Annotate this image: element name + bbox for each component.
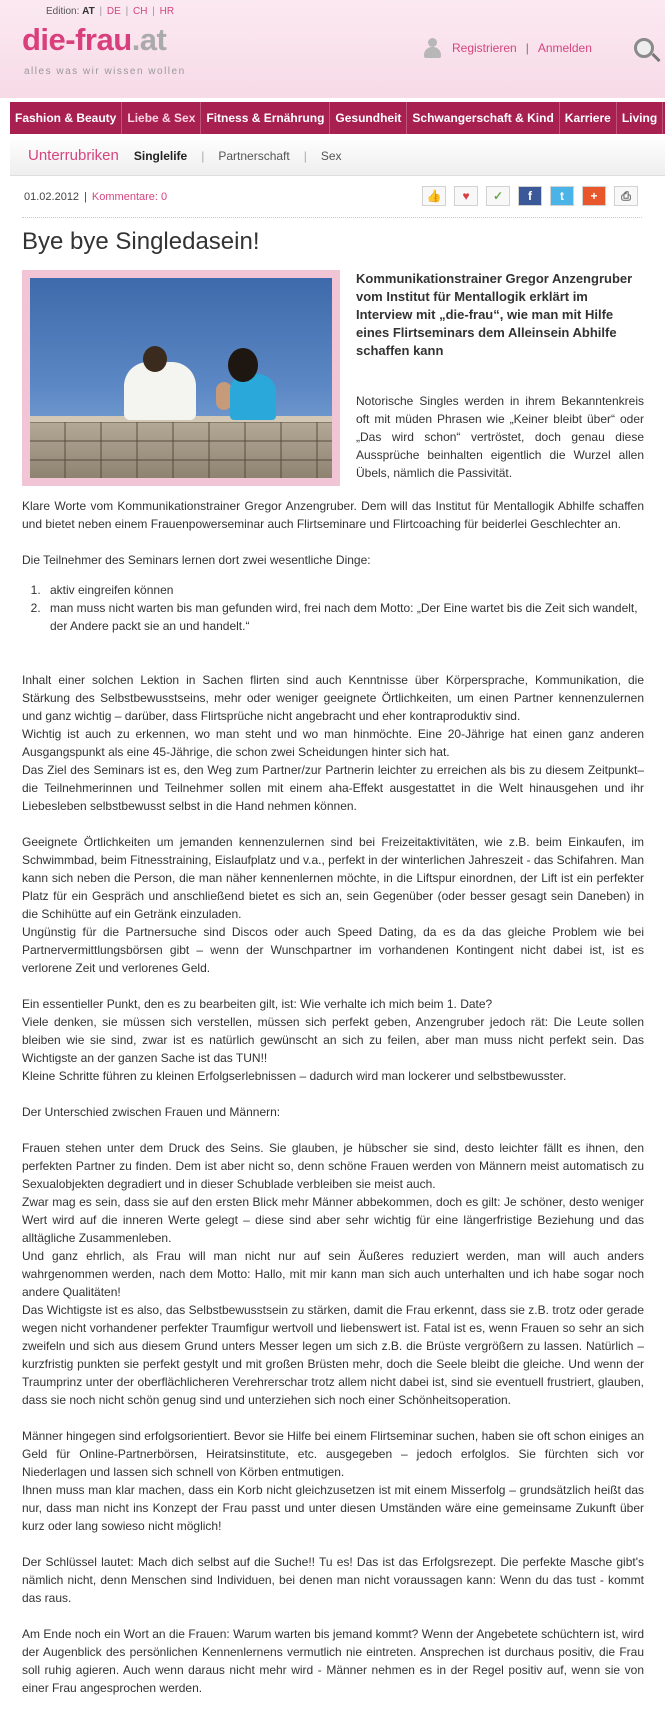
nav-item-karriere[interactable]: Karriere	[560, 102, 617, 134]
list-item: 1. aktiv eingreifen können	[44, 581, 644, 599]
article-intro: Notorische Singles werden in ihrem Bekanntenkreis oft mit müden Phrasen wie „Keiner bleibt über“ oder „Das wird schon“ vertröstet, doch genau diese Aussprüche beinhalten eigentlich die Wurzel allen Übels, nämlich die Passivität.	[356, 394, 644, 480]
article-lead: Kommunikationstrainer Gregor Anzengruber vom Institut für Mentallogik erklärt im Interview mit „die-frau“, wie man mit Hilfe eines Flirtseminars dem Alleinsein Abhilfe schaffen kann	[356, 271, 633, 358]
article-image	[30, 278, 332, 478]
user-links-separator: |	[525, 41, 529, 55]
logo-tld: .at	[131, 22, 167, 57]
facebook-icon[interactable]: f	[518, 186, 542, 206]
edition-link-de[interactable]: DE	[106, 6, 121, 17]
paragraph: Das Ziel des Seminars ist es, den Weg zum Partner/zur Partnerin leichter zu erreichen als bis zu diesem Zeitpunkt– die Teilnehmerinnen und Teilnehmer sollen mit einem aha-Effekt ausgestattet in die Welt hinausgehen und ihr Liebesleben selbstbewusst selbst in die Hand nehmen können.	[22, 763, 644, 813]
thumbs-up-icon[interactable]: 👍	[422, 186, 446, 206]
user-links	[424, 38, 592, 58]
comments-link[interactable]: Kommentare: 0	[91, 191, 168, 203]
nav-item-liebe-sex[interactable]: Liebe & Sex	[122, 102, 201, 134]
nav-item-fitness-ernaehrung[interactable]: Fitness & Ernährung	[201, 102, 330, 134]
site-tagline: alles was wir wissen wollen	[24, 66, 186, 77]
login-link[interactable]: Anmelden	[537, 41, 592, 55]
meta-separator: |	[84, 191, 87, 203]
numbered-list	[44, 581, 644, 635]
paragraph: Ungünstig für die Partnersuche sind Discos oder auch Speed Dating, da es da das gleiche Problem wie bei Partnervermittlungsbörsen gibt – wenn der Wunschpartner im vorhandenen Kontingent nicht dabei ist, ist es verlorene Zeit und verlorenes Geld.	[22, 925, 644, 975]
paragraph: Frauen stehen unter dem Druck des Seins. Sie glauben, je hübscher sie sind, desto leichter fällt es ihnen, den perfekten Partner zu finden. Dem ist aber nicht so, denn schöne Frauen werden von Männern meist automatisch zu Sexualobjekten degradiert und in dieser Schublade verbleiben sie meist auch.	[22, 1141, 644, 1191]
paragraph: Ihnen muss man klar machen, dass ein Korb nicht gleichzusetzen ist mit einem Misserfolg – grundsätzlich heißt das nur, dass man nicht ins Konzept der Frau passt und unter diesen Umständen wäre eine gemeinsame Zukunft über kurz oder lang sowieso nicht möglich!	[22, 1483, 644, 1533]
print-icon[interactable]: ⎙	[614, 186, 638, 206]
nav-item-schwangerschaft-kind[interactable]: Schwangerschaft & Kind	[407, 102, 559, 134]
paragraph: Viele denken, sie müssen sich verstellen, müssen sich perfekt geben, Anzengruber jedoch rät: Die Leute sollen bleiben wie sie sind, zwar ist es natürlich gewünscht an sich zu feilen, aber man muss nicht perfekt sein. Das Wichtigste an der ganzen Sache ist das TUN!!	[22, 1015, 644, 1065]
subnav-item-singlelife[interactable]: Singlelife	[133, 148, 188, 163]
user-icon	[424, 38, 440, 58]
subnav-item-partnerschaft[interactable]: Partnerschaft	[218, 148, 290, 163]
paragraph: Klare Worte vom Kommunikationstrainer Gregor Anzengruber. Dem will das Institut für Mentallogik Abhilfe schaffen und bietet neben einem Frauenpowerseminar auch Flirtseminare und Flirtcoaching für beiderlei Geschlechter an.	[22, 499, 644, 531]
article-date: 01.02.2012	[24, 191, 80, 203]
sub-nav: Unterrubriken Singlelife | Partnerschaft | Sex	[10, 136, 665, 176]
article-meta	[24, 191, 167, 203]
edition-link-hr[interactable]: HR	[159, 6, 175, 17]
paragraph: Die Teilnehmer des Seminars lernen dort zwei wesentliche Dinge:	[22, 553, 371, 567]
article-title: Bye bye Singledasein!	[22, 228, 260, 255]
paragraph: Männer hingegen sind erfolgsorientiert. Bevor sie Hilfe bei einem Flirtseminar suchen, haben sie oft schon einiges an Geld für Online-Partnerbörsen, Heiratsinstitute, etc. ausgegeben – jedoch erfolglos. Sie fürchten sich vor Niederlagen und lassen sich schnell von Körben entmutigen.	[22, 1429, 644, 1479]
logo-name: die-frau	[22, 22, 132, 57]
paragraph: Der Unterschied zwischen Frauen und Männern:	[22, 1105, 281, 1119]
subnav-item-sex[interactable]: Sex	[320, 148, 342, 163]
nav-item-gesundheit[interactable]: Gesundheit	[330, 102, 407, 134]
divider	[22, 217, 642, 218]
paragraph: Der Schlüssel lautet: Mach dich selbst auf die Suche!! Tu es! Das ist das Erfolgsrezept. Die perfekte Masche gibt's nämlich nicht, denn Menschen sind Individuen, bei denen man nicht voraussagen kann: Wenn du das tust - kommt das raus.	[22, 1555, 644, 1605]
article-image-frame	[22, 270, 340, 486]
nav-item-living[interactable]: Living	[617, 102, 663, 134]
paragraph: Und ganz ehrlich, als Frau will man nicht nur auf sein Äußeres reduziert werden, man will auch anders wahrgenommen werden, nach dem Motto: Hallo, mit mir kann man sich auch unterhalten und ich habe sogar noch andere Qualitäten!	[22, 1249, 644, 1299]
nav-item-fashion-beauty[interactable]: Fashion & Beauty	[10, 102, 122, 134]
heart-icon[interactable]: ♥	[454, 186, 478, 206]
paragraph: Inhalt einer solchen Lektion in Sachen flirten sind auch Kenntnisse über Körpersprache, Kommunikation, die Stärkung des Selbstbewusstseins, mehr oder weniger geeignete Örtlichkeiten, um einen Partner kennenzulernen und ganz wichtig – darüber, dass Flirtsprüche nicht angebracht und eher kontraproduktiv sind.	[22, 673, 644, 723]
search-icon[interactable]	[634, 38, 654, 58]
edition-label: Edition:	[46, 6, 80, 17]
list-item: 2. man muss nicht warten bis man gefunden wird, frei nach dem Motto: „Der Eine wartet bis die Zeit sich wandelt, der Andere packt sie an und handelt.“	[44, 599, 644, 635]
subnav-title: Unterrubriken	[28, 147, 119, 164]
edition-current: AT	[82, 6, 95, 17]
paragraph: Das Wichtigste ist es also, das Selbstbewusstsein zu stärken, damit die Frau erkennt, dass sie z.B. trotz oder gerade wegen nicht vorhandener perfekter Traumfigur wertvoll und liebenswert ist. Fatal ist es, wenn Frauen so sehr an sich zweifeln und sich aus diesem Grund unters Messer legen um sich z.B. die Brüste vergrößern zu lassen. Natürlich – kurzfristig punkten sie perfekt gestylt und mit großen Brüsten mehr, doch die Seele bleibt die gleiche. Und wenn der Traumprinz unter der oberflächlicheren Verehrerschar trotz allem nicht dabei ist, sind sie eventuell frustriert, glauben, dass sie noch nicht schön genug sind und unterziehen sich noch einer Schönheitsoperation.	[22, 1303, 644, 1407]
paragraph: Geeignete Örtlichkeiten um jemanden kennenzulernen sind bei Freizeitaktivitäten, wie z.B. beim Einkaufen, im Schwimmbad, beim Fitnesstraining, Eislaufplatz und v.a., perfekt in der winterlichen Jahreszeit - das Schifahren. Man kann sich neben die Person, die man näher kennenlernen möchte, in die Liftspur einordnen, der Lift ist ein perfekter Platz für ein Gespräch und anschließend bietet es sich an, sein Gegenüber (oder besser gesagt sein Daneben) in die Schihütte auf ein Getränk einzuladen.	[22, 835, 644, 921]
paragraph: Kleine Schritte führen zu kleinen Erfolgserlebnissen – dadurch wird man lockerer und selbstbewusster.	[22, 1069, 567, 1083]
register-link[interactable]: Registrieren	[452, 41, 517, 55]
site-logo[interactable]	[22, 22, 166, 58]
paragraph: Ein essentieller Punkt, den es zu bearbeiten gilt, ist: Wie verhalte ich mich beim 1. Date?	[22, 997, 493, 1011]
paragraph: Zwar mag es sein, dass sie auf den ersten Blick mehr Männer abbekommen, doch es gilt: Je schöner, desto weniger Wert wird auf die inneren Werte gelegt – diese sind aber sehr wichtig für eine längerfristige Beziehung und das alltägliche Zusammenleben.	[22, 1195, 644, 1245]
plus-icon[interactable]: +	[582, 186, 606, 206]
main-nav	[10, 102, 665, 134]
twitter-icon[interactable]: t	[550, 186, 574, 206]
article-body	[22, 497, 644, 1697]
paragraph: Wichtig ist auch zu erkennen, wo man steht und wo man hinmöchte. Eine 20-Jährige hat einen ganz anderen Ausgangspunkt als eine 45-Jährige, die schon zwei Scheidungen hinter sich hat.	[22, 727, 644, 759]
share-bar	[422, 186, 646, 206]
paragraph: Am Ende noch ein Wort an die Frauen: Warum warten bis jemand kommt? Wenn der Angebetete schüchtern ist, wird der Augenblick des persönlichen Kennenlernens vermutlich nie eintreten. Ansprechen ist durchaus positiv, die Frau soll ruhig agieren. Auch wenn daraus nicht mehr wird - Männer nehmen es in der Regel positiv auf, wenn sie von einer Frau angesprochen werden.	[22, 1627, 644, 1695]
checkmark-icon[interactable]: ✓	[486, 186, 510, 206]
site-header	[0, 0, 665, 98]
edition-link-ch[interactable]: CH	[132, 6, 148, 17]
edition-selector: Edition: AT | DE | CH | HR	[46, 6, 175, 17]
